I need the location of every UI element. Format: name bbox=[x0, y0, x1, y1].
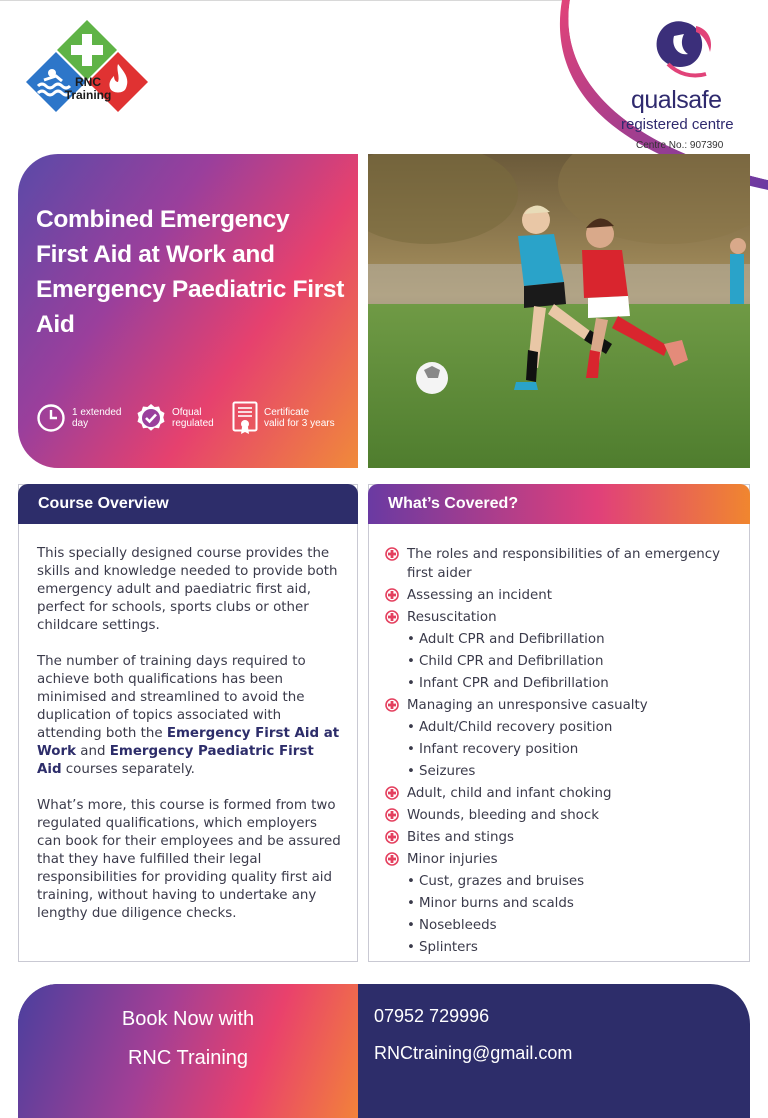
covered-item-label: Adult, child and infant choking bbox=[407, 786, 612, 801]
whats-covered-list bbox=[385, 545, 735, 960]
course-title: Combined Emergency First Aid at Work and Emergency Paediatric First Aid bbox=[36, 206, 345, 338]
clock-icon bbox=[36, 403, 66, 433]
overview-p2-bold-epfa: Emergency Paediatric First Aid bbox=[37, 744, 314, 777]
whats-covered-section bbox=[368, 484, 750, 962]
plus-circle-icon bbox=[385, 610, 399, 630]
rnc-logo-text bbox=[56, 76, 120, 102]
overview-p2-after: courses separately. bbox=[61, 762, 195, 777]
hero-card bbox=[18, 154, 358, 468]
footer-book-panel bbox=[18, 984, 358, 1118]
plus-circle-icon bbox=[385, 547, 399, 567]
covered-item-label: Minor injuries bbox=[407, 852, 498, 867]
rnc-logo-line2: Training bbox=[64, 88, 112, 102]
covered-item-label: Assessing an incident bbox=[407, 588, 552, 603]
covered-item bbox=[385, 696, 735, 715]
overview-paragraph-1: This specially designed course provides the skills and knowledge needed to provide both emergency adult and paediatric first aid, perfect for schools, sports clubs or other childcare settings. bbox=[37, 546, 338, 633]
feature-ofqual-label: Ofqual regulated bbox=[172, 407, 214, 429]
feature-certificate bbox=[232, 401, 335, 435]
plus-circle-icon bbox=[385, 852, 399, 872]
covered-subitem: • Splinters bbox=[385, 938, 735, 957]
book-now-line1: Book Now with bbox=[121, 1008, 255, 1030]
plus-circle-icon bbox=[385, 786, 399, 806]
qualsafe-centre-no: Centre No.: 907390 bbox=[636, 140, 724, 151]
plus-circle-icon bbox=[385, 588, 399, 608]
contact-email[interactable]: RNCtraining@gmail.com bbox=[374, 1043, 573, 1063]
covered-subitem: • Adult/Child recovery position bbox=[385, 718, 735, 737]
qualsafe-name: qualsafe bbox=[631, 86, 722, 114]
covered-item-label: The roles and responsibilities of an emergency first aider bbox=[407, 547, 721, 581]
feature-ofqual bbox=[136, 401, 214, 435]
covered-subitem: • Infant recovery position bbox=[385, 740, 735, 759]
overview-paragraph-3: What’s more, this course is formed from two regulated qualifications, which employers can book for their employees and be assured that they have fulfilled their legal responsibilities for providing quality first aid training, without having to undertake any lengthy due diligence checks. bbox=[37, 798, 341, 921]
plus-circle-icon bbox=[385, 698, 399, 718]
covered-item bbox=[385, 850, 735, 869]
plus-circle-icon bbox=[385, 808, 399, 828]
qualsafe-subtitle: registered centre bbox=[621, 116, 734, 133]
covered-item bbox=[385, 608, 735, 627]
rnc-training-logo bbox=[22, 18, 152, 126]
covered-item-label: Managing an unresponsive casualty bbox=[407, 698, 648, 713]
whats-covered-heading: What’s Covered? bbox=[368, 484, 750, 524]
contact-phone[interactable]: 07952 729996 bbox=[374, 1006, 490, 1026]
overview-p2-and: and bbox=[76, 744, 110, 759]
certificate-icon bbox=[232, 401, 258, 435]
covered-subitem: • Cust, grazes and bruises bbox=[385, 872, 735, 891]
covered-subitem: • Adult CPR and Defibrillation bbox=[385, 630, 735, 649]
covered-subitem: • Seizures bbox=[385, 762, 735, 781]
covered-item bbox=[385, 545, 735, 583]
covered-item-label: Wounds, bleeding and shock bbox=[407, 808, 599, 823]
plus-circle-icon bbox=[385, 830, 399, 850]
check-badge-icon bbox=[136, 403, 166, 433]
feature-duration-label: 1 extended day bbox=[72, 407, 122, 429]
covered-subitem: • Child CPR and Defibrillation bbox=[385, 652, 735, 671]
covered-item-label: Resuscitation bbox=[407, 610, 497, 625]
covered-subitem: • Infant CPR and Defibrillation bbox=[385, 674, 735, 693]
course-overview-body bbox=[37, 545, 341, 941]
covered-subitem: • Minor burns and scalds bbox=[385, 894, 735, 913]
feature-duration bbox=[36, 401, 122, 435]
covered-item bbox=[385, 828, 735, 847]
overview-p2-text: The number of training days required to achieve both qualifications has been minimised and streamlined to avoid the duplication of topics associated with attending both the bbox=[37, 654, 306, 741]
feature-certificate-label: Certificate valid for 3 years bbox=[264, 407, 335, 429]
covered-item bbox=[385, 784, 735, 803]
book-now-line2: RNC Training bbox=[127, 1047, 249, 1069]
covered-item-label: Bites and stings bbox=[407, 830, 514, 845]
course-overview-section bbox=[18, 484, 358, 962]
footer-booking-banner bbox=[18, 984, 750, 1118]
hero-photo-football-children bbox=[368, 154, 750, 468]
overview-paragraph-2 bbox=[37, 653, 341, 779]
covered-subitem: • Nosebleeds bbox=[385, 916, 735, 935]
covered-item bbox=[385, 806, 735, 825]
rnc-logo-line1: RNC bbox=[75, 75, 101, 89]
overview-p2-bold-efaw: Emergency First Aid at Work bbox=[37, 726, 340, 759]
course-overview-heading: Course Overview bbox=[18, 484, 358, 524]
covered-item bbox=[385, 586, 735, 605]
